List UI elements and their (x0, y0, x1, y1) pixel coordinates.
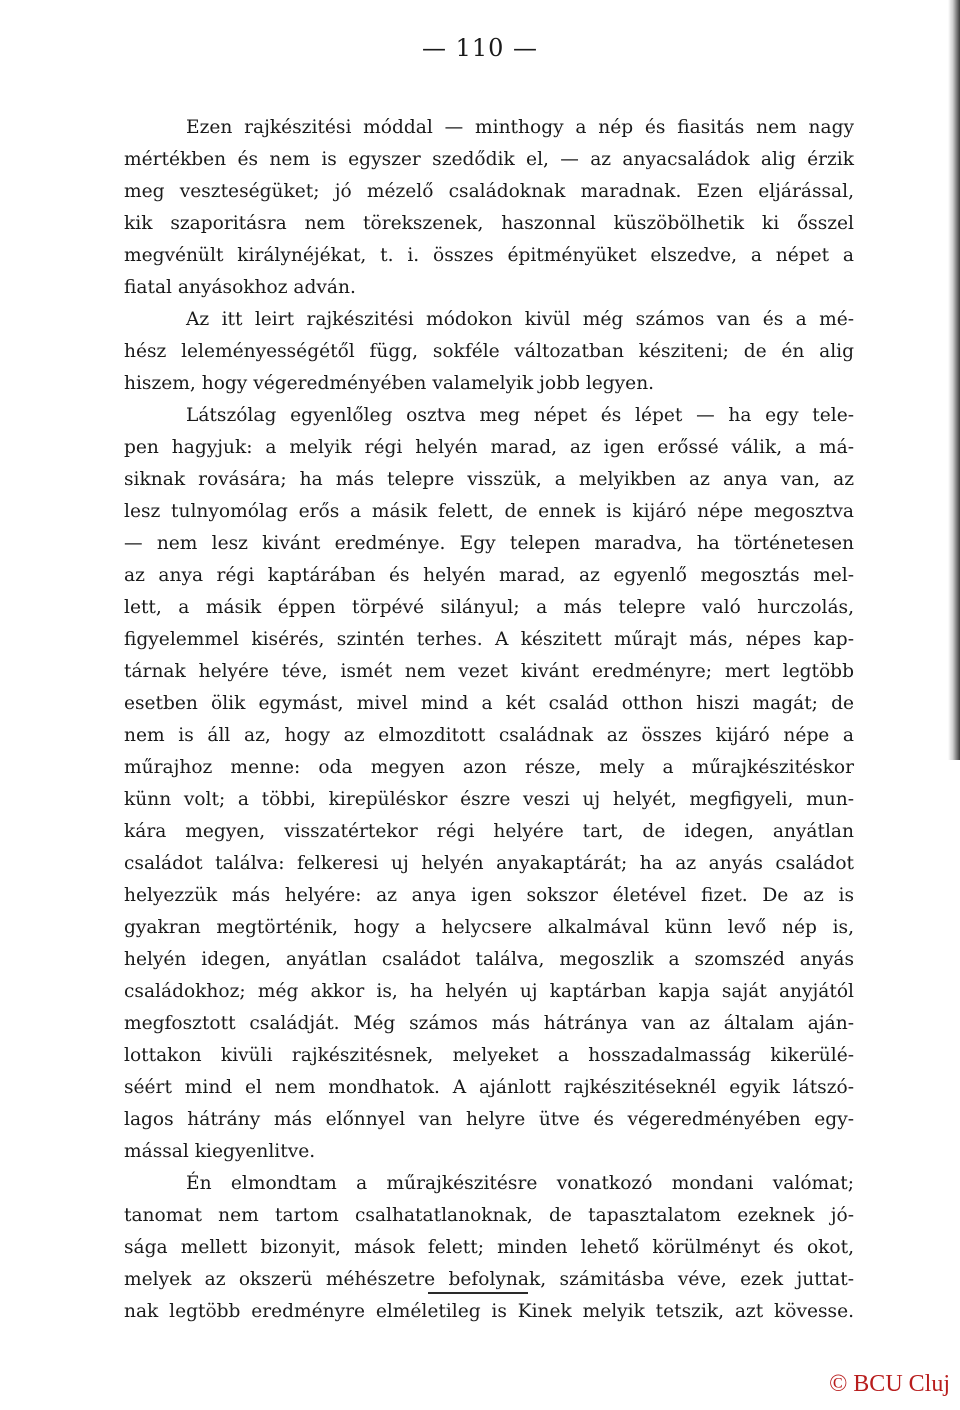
text-line: Az itt leirt rajkészitési módokon kivül még számos van és a mé- (186, 309, 854, 330)
text-line: künn volt; a többi, kirepüléskor észre veszi uj helyét, megfigyeli, mun- (124, 789, 854, 810)
text-line: Ezen rajkészitési móddal — minthogy a nép és fiasitás nem nagy (186, 117, 854, 138)
paragraph-3 (124, 400, 854, 1168)
text-line: tanomat nem tartom csalhatatlanoknak, de tapasztalatom ezeknek jó- (124, 1205, 854, 1226)
text-line: kára megyen, visszatértekor régi helyére tart, de idegen, anyátlan (124, 821, 854, 842)
section-divider (428, 1292, 528, 1294)
text-line: hiszem, hogy végeredményében valamelyik jobb legyen. (124, 373, 655, 394)
text-line: meg veszteségüket; jó mézelő családoknak maradnak. Ezen eljárással, (124, 181, 854, 202)
paragraph-4 (124, 1168, 854, 1328)
text-line: családot találva: felkeresi uj helyén anyakaptárát; ha az anyás családot (124, 853, 854, 874)
text-line: helyezzük más helyére: az anya igen sokszor életével fizet. De az is (124, 885, 854, 906)
text-line: mással kiegyenlitve. (124, 1141, 316, 1162)
text-line: megvénült királynéjékat, t. i. összes épitményüket elszedve, a népet a (124, 245, 854, 266)
text-line: Látszólag egyenlőleg osztva meg népet és lépet — ha egy tele- (186, 405, 854, 426)
text-line: lagos hátrány más előnnyel van helyre ütve és végeredményében egy- (124, 1109, 854, 1130)
text-line: esetben ölik egymást, mivel mind a két család otthon hiszi magát; de (124, 693, 854, 714)
text-line: siknak rovására; ha más telepre visszük, a melyikben az anya van, az (124, 469, 854, 490)
text-line: — nem lesz kivánt eredménye. Egy telepen maradva, ha történetesen (124, 533, 854, 554)
page-edge-shadow (948, 0, 960, 760)
text-line: Én elmondtam a műrajkészitésre vonatkozó mondani valómat; (186, 1173, 854, 1194)
text-line: fiatal anyásokhoz adván. (124, 277, 356, 298)
paragraph-1 (124, 112, 854, 304)
text-line: helyén idegen, anyátlan családot találva, megoszlik a szomszéd anyás (124, 949, 854, 970)
text-line: hész leleményességétől függ, sokféle változatban késziteni; de én alig (124, 341, 854, 362)
text-line: kik szaporitásra nem törekszenek, haszonnal küszöbölhetik ki ősszel (124, 213, 854, 234)
text-line: séért mind el nem mondhatok. A ajánlott rajkészitéseknél egyik látszó- (124, 1077, 854, 1098)
paragraph-2 (124, 304, 854, 400)
text-line: lesz tulnyomólag erős a másik felett, de ennek is kijáró népe megosztva (124, 501, 854, 522)
text-line: pen hagyjuk: a melyik régi helyén marad, az igen erőssé válik, a má- (124, 437, 854, 458)
text-line: figyelemmel kisérés, szintén terhes. A készitett műrajt más, népes kap- (124, 629, 854, 650)
text-line: műrajhoz menne: oda megyen azon része, mely a műrajkészitéskor (124, 757, 854, 778)
text-line: nem is áll az, hogy az elmozditott családnak az összes kijáró népe a (124, 725, 854, 746)
text-line: gyakran megtörténik, hogy a helycsere alkalmával künn levő nép is, (124, 917, 854, 938)
text-line: tárnak helyére téve, ismét nem vezet kivánt eredményre; mert legtöbb (124, 661, 854, 682)
text-line: családokhoz; még akkor is, ha helyén uj kaptárban kapja saját anyjától (124, 981, 854, 1002)
text-line: az anya régi kaptárában és helyén marad, az egyenlő megosztás mel- (124, 565, 854, 586)
body-text (124, 112, 854, 1328)
text-line: sága mellett bizonyit, mások felett; minden lehető körülményt és okot, (124, 1237, 854, 1258)
text-line: melyek az okszerü méhészetre befolynak, számitásba véve, ezek juttat- (124, 1269, 854, 1290)
text-line: nak legtöbb eredményre elméletileg is Kinek melyik tetszik, azt kövesse. (124, 1301, 854, 1322)
text-line: lottakon kivüli rajkészitésnek, melyeket a hosszadalmasság kikerülé- (124, 1045, 854, 1066)
text-line: lett, a másik éppen törpévé silányul; a más telepre való hurczolás, (124, 597, 854, 618)
copyright-watermark: © BCU Cluj (829, 1371, 950, 1397)
page-number: — 110 — (421, 34, 539, 62)
text-line: megfosztott családját. Még számos más hátránya van az általam aján- (124, 1013, 854, 1034)
text-line: mértékben és nem is egyszer szedődik el, — az anyacsaládok alig érzik (124, 149, 854, 170)
